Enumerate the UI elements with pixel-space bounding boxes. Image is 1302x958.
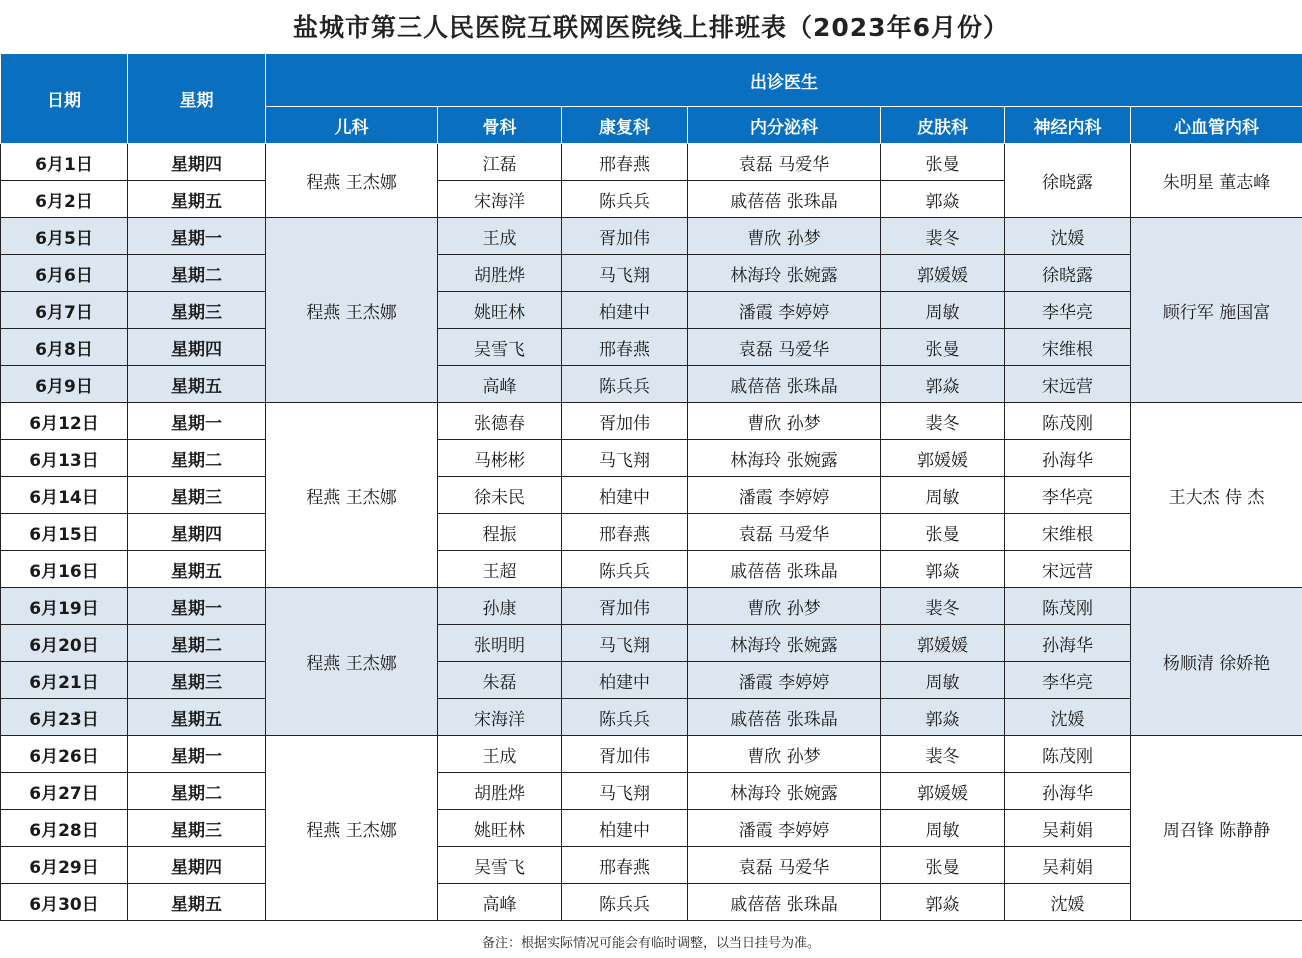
table-row	[1, 588, 1302, 625]
neurology-cell: 宋维根	[1005, 329, 1131, 366]
dermatology-cell: 郭媛媛	[881, 625, 1005, 662]
orthopedics-cell: 朱磊	[438, 662, 562, 699]
header-dept-dermatology: 皮肤科	[881, 107, 1005, 144]
table-row	[1, 662, 1302, 699]
dermatology-cell: 周敏	[881, 292, 1005, 329]
date-cell: 6月28日	[1, 810, 128, 847]
date-cell: 6月7日	[1, 292, 128, 329]
rehabilitation-cell: 陈兵兵	[562, 181, 688, 218]
table-row	[1, 255, 1302, 292]
dermatology-cell: 郭媛媛	[881, 255, 1005, 292]
orthopedics-cell: 吴雪飞	[438, 847, 562, 884]
endocrinology-cell: 戚蓓蓓 张珠晶	[688, 181, 881, 218]
table-row	[1, 773, 1302, 810]
rehabilitation-cell: 柏建中	[562, 662, 688, 699]
header-dept-pediatrics: 儿科	[266, 107, 438, 144]
date-cell: 6月6日	[1, 255, 128, 292]
weekday-cell: 星期一	[128, 218, 266, 255]
rehabilitation-cell: 邢春燕	[562, 329, 688, 366]
dermatology-cell: 张曼	[881, 144, 1005, 181]
weekday-cell: 星期五	[128, 551, 266, 588]
neurology-cell: 沈媛	[1005, 699, 1131, 736]
pediatrics-cell: 程燕 王杰娜	[266, 736, 438, 921]
endocrinology-cell: 林海玲 张婉露	[688, 773, 881, 810]
header-doctors: 出诊医生	[266, 54, 1302, 107]
header-date: 日期	[1, 54, 128, 144]
rehabilitation-cell: 陈兵兵	[562, 884, 688, 921]
date-cell: 6月12日	[1, 403, 128, 440]
date-cell: 6月8日	[1, 329, 128, 366]
weekday-cell: 星期五	[128, 884, 266, 921]
endocrinology-cell: 曹欣 孙梦	[688, 736, 881, 773]
dermatology-cell: 郭焱	[881, 181, 1005, 218]
rehabilitation-cell: 邢春燕	[562, 847, 688, 884]
orthopedics-cell: 王成	[438, 218, 562, 255]
header-weekday: 星期	[128, 54, 266, 144]
dermatology-cell: 郭焱	[881, 699, 1005, 736]
table-row	[1, 699, 1302, 736]
orthopedics-cell: 姚旺林	[438, 810, 562, 847]
endocrinology-cell: 曹欣 孙梦	[688, 588, 881, 625]
weekday-cell: 星期二	[128, 625, 266, 662]
header-dept-endocrinology: 内分泌科	[688, 107, 881, 144]
rehabilitation-cell: 马飞翔	[562, 773, 688, 810]
orthopedics-cell: 胡胜烨	[438, 255, 562, 292]
dermatology-cell: 郭焱	[881, 884, 1005, 921]
neurology-cell: 吴莉娟	[1005, 810, 1131, 847]
cardiology-cell: 朱明星 董志峰	[1131, 144, 1302, 218]
neurology-cell: 孙海华	[1005, 773, 1131, 810]
table-row	[1, 292, 1302, 329]
pediatrics-cell: 程燕 王杰娜	[266, 588, 438, 736]
table-row	[1, 403, 1302, 440]
orthopedics-cell: 孙康	[438, 588, 562, 625]
endocrinology-cell: 潘霞 李婷婷	[688, 477, 881, 514]
date-cell: 6月23日	[1, 699, 128, 736]
endocrinology-cell: 戚蓓蓓 张珠晶	[688, 366, 881, 403]
dermatology-cell: 张曼	[881, 514, 1005, 551]
endocrinology-cell: 袁磊 马爱华	[688, 144, 881, 181]
rehabilitation-cell: 胥加伟	[562, 403, 688, 440]
table-row	[1, 551, 1302, 588]
endocrinology-cell: 潘霞 李婷婷	[688, 292, 881, 329]
table-row	[1, 625, 1302, 662]
neurology-cell: 徐晓露	[1005, 255, 1131, 292]
rehabilitation-cell: 马飞翔	[562, 440, 688, 477]
header-row-1	[1, 54, 1302, 107]
weekday-cell: 星期四	[128, 847, 266, 884]
weekday-cell: 星期三	[128, 810, 266, 847]
neurology-cell: 孙海华	[1005, 440, 1131, 477]
endocrinology-cell: 曹欣 孙梦	[688, 218, 881, 255]
cardiology-cell: 王大杰 侍 杰	[1131, 403, 1302, 588]
neurology-cell: 沈媛	[1005, 218, 1131, 255]
date-cell: 6月26日	[1, 736, 128, 773]
orthopedics-cell: 张德春	[438, 403, 562, 440]
table-row	[1, 514, 1302, 551]
endocrinology-cell: 林海玲 张婉露	[688, 625, 881, 662]
orthopedics-cell: 宋海洋	[438, 699, 562, 736]
neurology-cell: 李华亮	[1005, 662, 1131, 699]
orthopedics-cell: 江磊	[438, 144, 562, 181]
endocrinology-cell: 潘霞 李婷婷	[688, 662, 881, 699]
table-row	[1, 218, 1302, 255]
page-title: 盐城市第三人民医院互联网医院线上排班表（2023年6月份）	[293, 13, 1009, 42]
orthopedics-cell: 王超	[438, 551, 562, 588]
dermatology-cell: 张曼	[881, 329, 1005, 366]
weekday-cell: 星期二	[128, 773, 266, 810]
orthopedics-cell: 张明明	[438, 625, 562, 662]
weekday-cell: 星期三	[128, 662, 266, 699]
neurology-cell: 李华亮	[1005, 292, 1131, 329]
endocrinology-cell: 潘霞 李婷婷	[688, 810, 881, 847]
weekday-cell: 星期四	[128, 144, 266, 181]
table-row	[1, 477, 1302, 514]
rehabilitation-cell: 柏建中	[562, 477, 688, 514]
endocrinology-cell: 袁磊 马爱华	[688, 329, 881, 366]
pediatrics-cell: 程燕 王杰娜	[266, 218, 438, 403]
rehabilitation-cell: 柏建中	[562, 810, 688, 847]
rehabilitation-cell: 马飞翔	[562, 625, 688, 662]
weekday-cell: 星期五	[128, 181, 266, 218]
neurology-cell: 孙海华	[1005, 625, 1131, 662]
endocrinology-cell: 林海玲 张婉露	[688, 440, 881, 477]
rehabilitation-cell: 马飞翔	[562, 255, 688, 292]
table-row	[1, 329, 1302, 366]
weekday-cell: 星期三	[128, 477, 266, 514]
dermatology-cell: 裴冬	[881, 218, 1005, 255]
neurology-cell: 吴莉娟	[1005, 847, 1131, 884]
neurology-cell: 沈媛	[1005, 884, 1131, 921]
date-cell: 6月2日	[1, 181, 128, 218]
dermatology-cell: 郭焱	[881, 366, 1005, 403]
table-row	[1, 810, 1302, 847]
header-dept-rehabilitation: 康复科	[562, 107, 688, 144]
date-cell: 6月29日	[1, 847, 128, 884]
date-cell: 6月20日	[1, 625, 128, 662]
table-row	[1, 440, 1302, 477]
table-row	[1, 736, 1302, 773]
weekday-cell: 星期三	[128, 292, 266, 329]
cardiology-cell: 顾行军 施国富	[1131, 218, 1302, 403]
cardiology-cell: 杨顺清 徐娇艳	[1131, 588, 1302, 736]
neurology-cell: 陈茂刚	[1005, 588, 1131, 625]
orthopedics-cell: 姚旺林	[438, 292, 562, 329]
date-cell: 6月1日	[1, 144, 128, 181]
orthopedics-cell: 徐未民	[438, 477, 562, 514]
date-cell: 6月19日	[1, 588, 128, 625]
dermatology-cell: 周敏	[881, 662, 1005, 699]
rehabilitation-cell: 陈兵兵	[562, 366, 688, 403]
rehabilitation-cell: 邢春燕	[562, 144, 688, 181]
date-cell: 6月14日	[1, 477, 128, 514]
rehabilitation-cell: 陈兵兵	[562, 551, 688, 588]
rehabilitation-cell: 胥加伟	[562, 736, 688, 773]
neurology-cell: 徐晓露	[1005, 144, 1131, 218]
footnote: 备注：根据实际情况可能会有临时调整，以当日挂号为准。	[481, 936, 820, 951]
orthopedics-cell: 马彬彬	[438, 440, 562, 477]
weekday-cell: 星期一	[128, 403, 266, 440]
rehabilitation-cell: 胥加伟	[562, 588, 688, 625]
dermatology-cell: 张曼	[881, 847, 1005, 884]
header-dept-neurology: 神经内科	[1005, 107, 1131, 144]
orthopedics-cell: 王成	[438, 736, 562, 773]
date-cell: 6月15日	[1, 514, 128, 551]
dermatology-cell: 裴冬	[881, 403, 1005, 440]
dermatology-cell: 郭媛媛	[881, 440, 1005, 477]
rehabilitation-cell: 胥加伟	[562, 218, 688, 255]
endocrinology-cell: 林海玲 张婉露	[688, 255, 881, 292]
endocrinology-cell: 袁磊 马爱华	[688, 514, 881, 551]
neurology-cell: 陈茂刚	[1005, 403, 1131, 440]
dermatology-cell: 郭媛媛	[881, 773, 1005, 810]
date-cell: 6月27日	[1, 773, 128, 810]
header-dept-orthopedics: 骨科	[438, 107, 562, 144]
rehabilitation-cell: 邢春燕	[562, 514, 688, 551]
endocrinology-cell: 袁磊 马爱华	[688, 847, 881, 884]
orthopedics-cell: 胡胜烨	[438, 773, 562, 810]
orthopedics-cell: 高峰	[438, 884, 562, 921]
neurology-cell: 李华亮	[1005, 477, 1131, 514]
table-row	[1, 884, 1302, 921]
weekday-cell: 星期五	[128, 699, 266, 736]
endocrinology-cell: 戚蓓蓓 张珠晶	[688, 551, 881, 588]
date-cell: 6月5日	[1, 218, 128, 255]
orthopedics-cell: 程振	[438, 514, 562, 551]
dermatology-cell: 周敏	[881, 477, 1005, 514]
date-cell: 6月21日	[1, 662, 128, 699]
table-row	[1, 144, 1302, 181]
schedule-table	[0, 53, 1302, 921]
dermatology-cell: 裴冬	[881, 736, 1005, 773]
neurology-cell: 宋远营	[1005, 551, 1131, 588]
endocrinology-cell: 戚蓓蓓 张珠晶	[688, 884, 881, 921]
rehabilitation-cell: 柏建中	[562, 292, 688, 329]
pediatrics-cell: 程燕 王杰娜	[266, 403, 438, 588]
header-dept-cardiology: 心血管内科	[1131, 107, 1302, 144]
pediatrics-cell: 程燕 王杰娜	[266, 144, 438, 218]
weekday-cell: 星期一	[128, 736, 266, 773]
neurology-cell: 宋维根	[1005, 514, 1131, 551]
cardiology-cell: 周召锋 陈静静	[1131, 736, 1302, 921]
dermatology-cell: 郭焱	[881, 551, 1005, 588]
date-cell: 6月30日	[1, 884, 128, 921]
date-cell: 6月9日	[1, 366, 128, 403]
date-cell: 6月13日	[1, 440, 128, 477]
weekday-cell: 星期四	[128, 329, 266, 366]
weekday-cell: 星期二	[128, 440, 266, 477]
endocrinology-cell: 曹欣 孙梦	[688, 403, 881, 440]
weekday-cell: 星期五	[128, 366, 266, 403]
orthopedics-cell: 吴雪飞	[438, 329, 562, 366]
neurology-cell: 宋远营	[1005, 366, 1131, 403]
dermatology-cell: 裴冬	[881, 588, 1005, 625]
schedule-body	[1, 54, 1302, 921]
dermatology-cell: 周敏	[881, 810, 1005, 847]
orthopedics-cell: 宋海洋	[438, 181, 562, 218]
neurology-cell: 陈茂刚	[1005, 736, 1131, 773]
orthopedics-cell: 高峰	[438, 366, 562, 403]
rehabilitation-cell: 陈兵兵	[562, 699, 688, 736]
date-cell: 6月16日	[1, 551, 128, 588]
table-row	[1, 847, 1302, 884]
weekday-cell: 星期一	[128, 588, 266, 625]
table-row	[1, 366, 1302, 403]
weekday-cell: 星期四	[128, 514, 266, 551]
endocrinology-cell: 戚蓓蓓 张珠晶	[688, 699, 881, 736]
weekday-cell: 星期二	[128, 255, 266, 292]
